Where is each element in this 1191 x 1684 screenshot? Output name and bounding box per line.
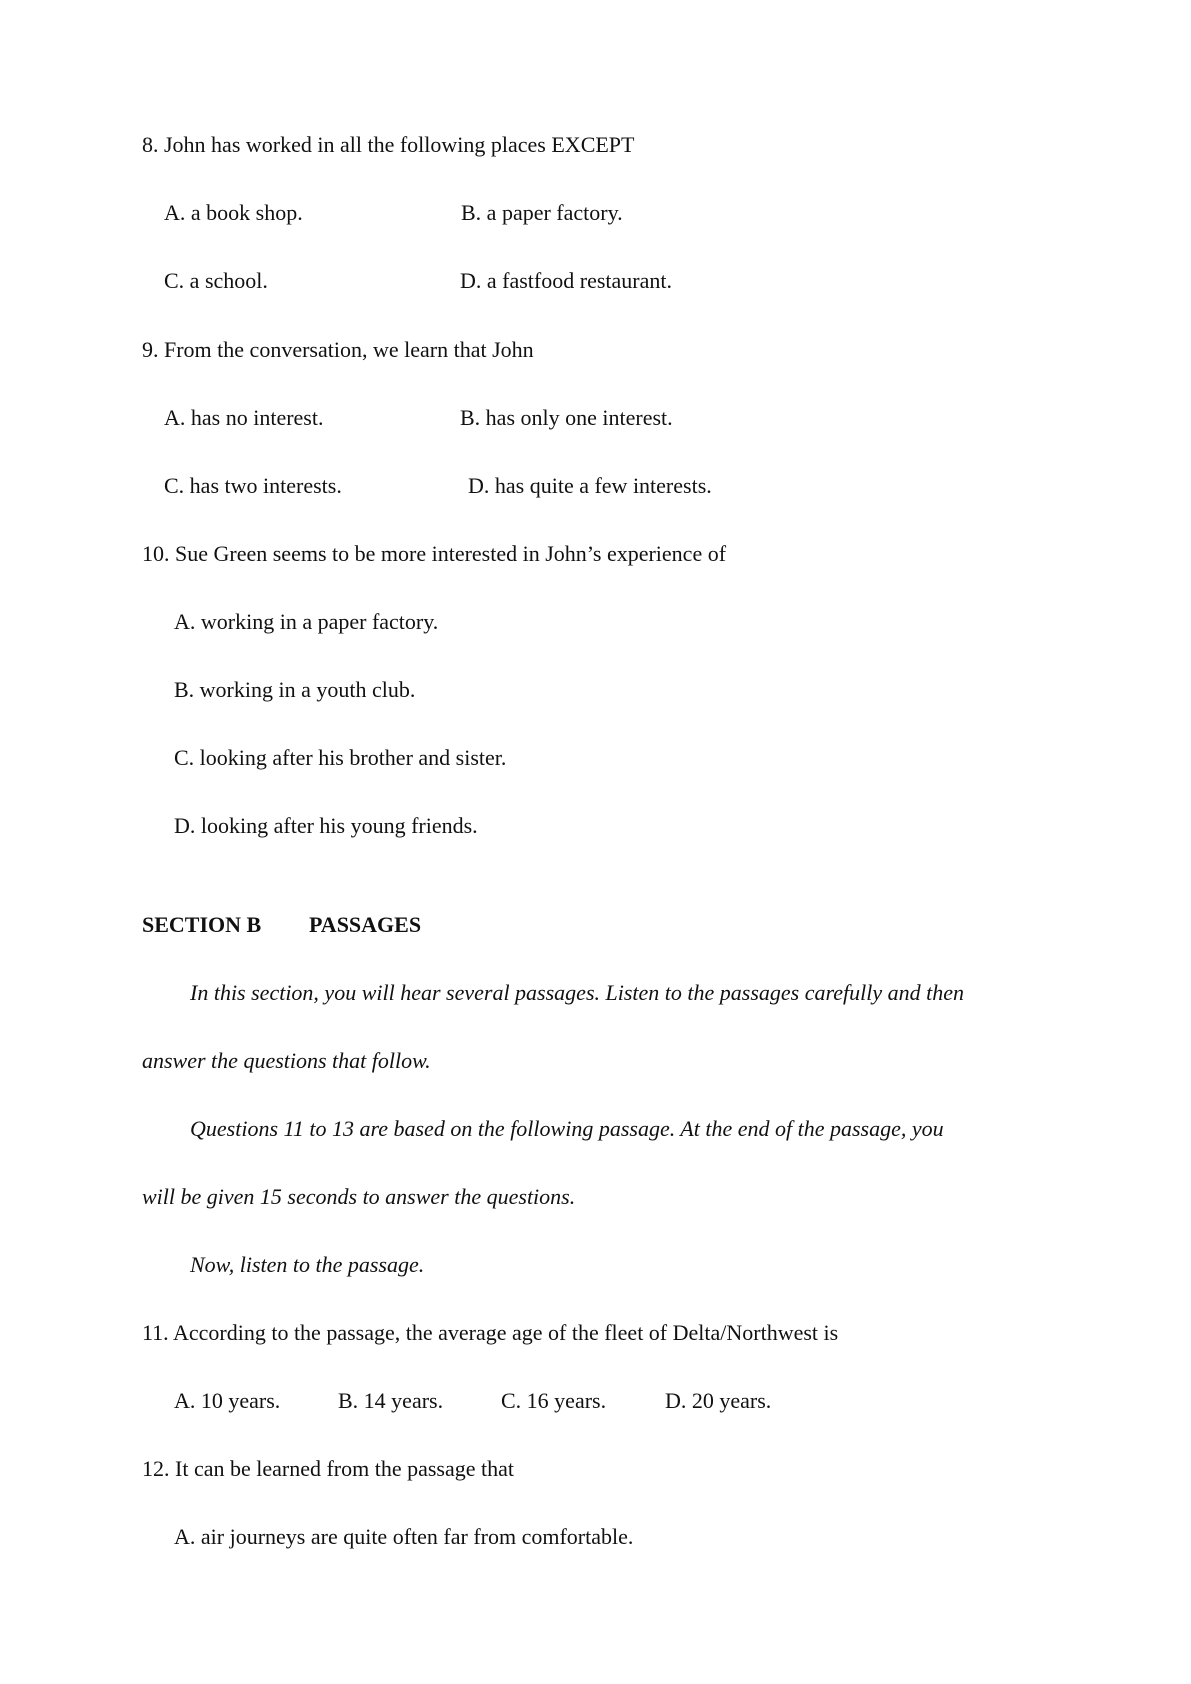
question-12-option-a: A. air journeys are quite often far from comfortable. [174,1524,634,1549]
question-12-stem: 12. It can be learned from the passage that [142,1456,515,1481]
question-10-stem: 10. Sue Green seems to be more interested in John’s experience of [142,541,727,566]
question-9-option-b: B. has only one interest. [460,405,673,430]
question-9-stem: 9. From the conversation, we learn that John [142,337,534,362]
question-8-option-c: C. a school. [164,268,268,293]
question-10-option-b: B. working in a youth club. [174,677,416,702]
question-9-option-d: D. has quite a few interests. [468,473,712,498]
section-b-intro-line-1: In this section, you will hear several passages. Listen to the passages carefully and then [190,980,964,1005]
question-9-option-c: C. has two interests. [164,473,342,498]
question-11-stem: 11. According to the passage, the average age of the fleet of Delta/Northwest is [142,1320,839,1345]
section-b-intro-line-2: answer the questions that follow. [142,1048,431,1073]
question-10-option-d: D. looking after his young friends. [174,813,478,838]
question-8-option-b: B. a paper factory. [461,200,623,225]
section-b-title: PASSAGES [309,912,422,937]
question-11-option-d: D. 20 years. [665,1388,772,1413]
listen-instruction: Now, listen to the passage. [190,1252,425,1277]
section-b-label: SECTION B [142,912,262,937]
question-8-option-d: D. a fastfood restaurant. [460,268,672,293]
passage-instruction-line-2: will be given 15 seconds to answer the questions. [142,1184,576,1209]
question-8-stem: 8. John has worked in all the following places EXCEPT [142,132,635,157]
question-8-option-a: A. a book shop. [164,200,303,225]
question-11-option-a: A. 10 years. [174,1388,281,1413]
question-10-option-c: C. looking after his brother and sister. [174,745,507,770]
question-9-option-a: A. has no interest. [164,405,324,430]
question-11-option-c: C. 16 years. [501,1388,607,1413]
passage-instruction-line-1: Questions 11 to 13 are based on the following passage. At the end of the passage, you [190,1116,944,1141]
question-11-option-b: B. 14 years. [338,1388,444,1413]
question-10-option-a: A. working in a paper factory. [174,609,439,634]
